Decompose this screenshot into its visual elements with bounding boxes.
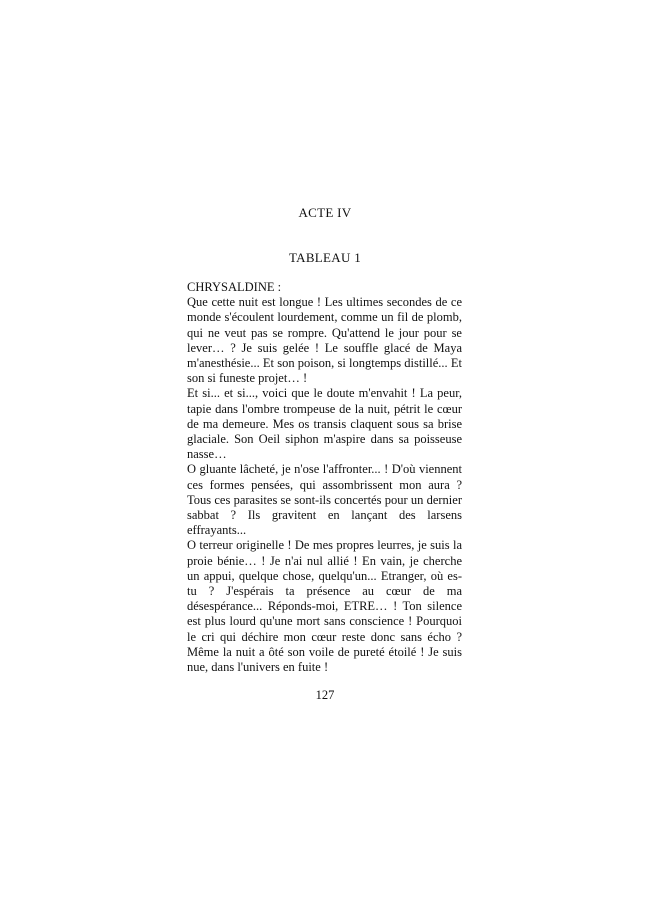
dialogue-paragraph-3: O gluante lâcheté, je n'ose l'affronter... ! D'où viennent ces formes pensées, qui assombrissent mon aura ? Tous ces parasites se sont-ils concertés pour un dernier sabbat ? Ils gravitent en lançant des larsens effrayants... <box>187 462 462 538</box>
act-title: ACTE IV <box>298 205 352 220</box>
dialogue-paragraph-2: Et si... et si..., voici que le doute m'envahit ! La peur, tapie dans l'ombre trompeuse de la nuit, pétrit le cœur de ma demeure. Mes os transis claquent sous sa brise glaciale. Son Oeil siphon m'aspire dans sa poisseuse nasse… <box>187 386 462 462</box>
speaker-name: CHRYSALDINE : <box>187 280 282 294</box>
dialogue-paragraph-4: O terreur originelle ! De mes propres leurres, je suis la proie bénie… ! Je n'ai nul allié ! En vain, je cherche un appui, quelque chose, quelqu'un... Etranger, où es-tu ? J'espérais ta présence au cœur de ma désespérance... Réponds-moi, ETRE… ! Ton silence est plus lourd qu'une mort sans conscience ! Pourquoi le cri qui déchire mon cœur reste donc sans écho ? Même la nuit a ôté son voile de pureté étoilé ! Je suis nue, dans l'univers en fuite ! <box>187 538 462 675</box>
tableau-title: TABLEAU 1 <box>288 250 362 265</box>
dialogue-paragraph-1: Que cette nuit est longue ! Les ultimes secondes de ce monde s'écoulent lourdement, comme un fil de plomb, qui ne veut pas se rompre. Qu'attend le jour pour se lever… ? Je suis gelée ! Le souffle glacé de Maya m'anesthésie... Et son poison, si longtemps distillé... Et son si funeste projet… ! <box>187 295 462 386</box>
page-number: 127 <box>315 688 335 702</box>
dialogue-block <box>187 280 462 675</box>
